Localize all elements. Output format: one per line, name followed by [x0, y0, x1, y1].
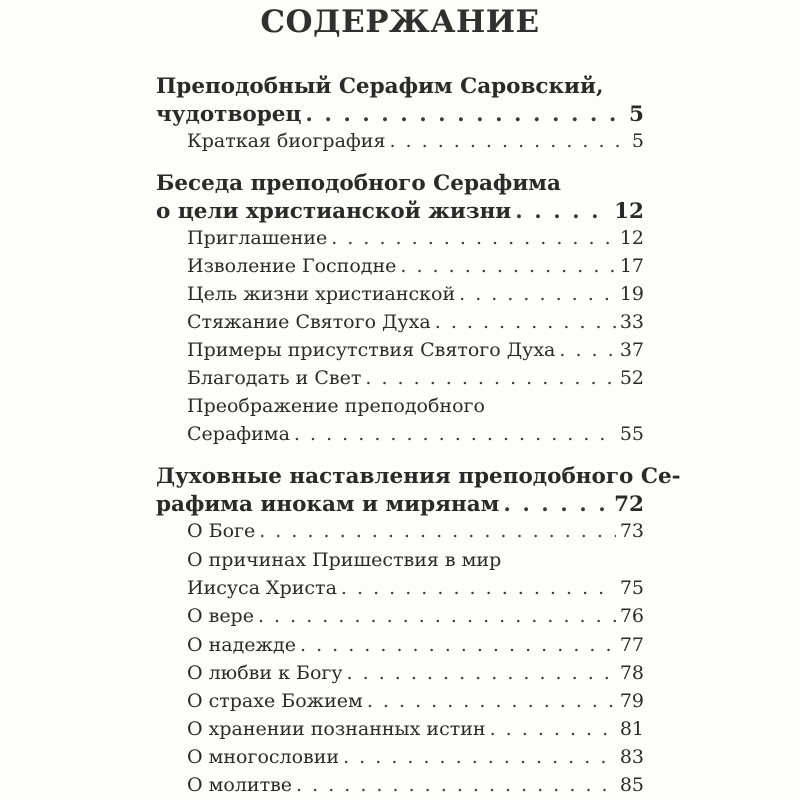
toc-page-number: 5: [631, 130, 644, 152]
toc-section-title-line: рафима инокам и мирянам: [156, 492, 500, 517]
toc-page-number: 78: [619, 662, 644, 684]
toc-item-label: О вере: [187, 605, 254, 627]
toc-page-number: 83: [619, 746, 644, 768]
toc-item[interactable]: [187, 662, 644, 690]
leader-dots: [259, 520, 616, 542]
toc-item[interactable]: [187, 130, 644, 158]
toc-page-number: 81: [619, 718, 644, 740]
toc-item[interactable]: [187, 634, 644, 662]
toc-page-number: 12: [614, 199, 644, 224]
toc-item-label: Благодать и Свет: [187, 367, 362, 389]
toc-section-entry[interactable]: [156, 102, 644, 130]
toc-item[interactable]: [187, 549, 644, 577]
toc-section-entry[interactable]: [156, 492, 644, 520]
toc-item-label: Краткая биография: [187, 130, 386, 152]
toc-page-number: 12: [619, 227, 644, 249]
leader-dots: [365, 367, 615, 389]
toc-section-title-line: Беседа преподобного Серафима: [156, 171, 561, 196]
toc-section-title[interactable]: [156, 464, 681, 492]
toc-section-title-line: Преподобный Серафим Саровский,: [156, 74, 604, 99]
toc-item[interactable]: [187, 395, 644, 423]
toc-item-label: Серафима: [187, 423, 290, 445]
leader-dots: [341, 577, 616, 599]
toc-page-number: 76: [619, 605, 644, 627]
leader-dots: [294, 423, 616, 445]
toc-item-label: Цель жизни христианской: [187, 283, 456, 305]
leader-dots: [389, 130, 627, 152]
leader-dots: [305, 102, 625, 127]
leader-dots: [300, 634, 616, 656]
toc-section-title-line: чудотворец: [156, 102, 302, 127]
toc-page-number: 33: [619, 311, 644, 333]
leader-dots: [435, 311, 616, 333]
leader-dots: [459, 283, 616, 305]
toc-page-number: 5: [629, 102, 644, 127]
toc-item-label: Иисуса Христа: [187, 577, 337, 599]
toc-section-title[interactable]: [156, 171, 644, 199]
toc-section-title-line: Духовные наставления преподобного Се-: [156, 464, 681, 489]
toc-page-number: 75: [619, 577, 644, 599]
leader-dots: [503, 492, 610, 517]
leader-dots: [343, 746, 616, 768]
toc-page-number: 17: [619, 255, 644, 277]
toc-item[interactable]: [187, 690, 644, 718]
toc-item-label: Преображение преподобного: [187, 395, 485, 417]
toc-item[interactable]: [187, 605, 644, 633]
toc-item[interactable]: [187, 311, 644, 339]
toc-item[interactable]: [187, 339, 644, 367]
leader-dots: [559, 339, 615, 361]
toc-item-label: Примеры присутствия Святого Духа: [187, 339, 556, 361]
toc-item[interactable]: [187, 774, 644, 800]
toc-page-number: 37: [619, 339, 644, 361]
toc-item-label: О многословии: [187, 746, 340, 768]
toc-item-label: О молитве: [187, 774, 293, 796]
toc-item-label: О любви к Богу: [187, 662, 343, 684]
toc-item[interactable]: [187, 367, 644, 395]
leader-dots: [296, 774, 616, 796]
toc-page-number: 79: [619, 690, 644, 712]
toc-item[interactable]: [187, 227, 644, 255]
leader-dots: [367, 690, 616, 712]
leader-dots: [347, 662, 616, 684]
toc-item-label: Изволение Господне: [187, 255, 397, 277]
toc-item-label: Стяжание Святого Духа: [187, 311, 431, 333]
page-title: СОДЕРЖАНИЕ: [260, 4, 540, 40]
leader-dots: [490, 718, 616, 740]
toc-item[interactable]: [187, 423, 644, 451]
toc-item-label: О надежде: [187, 634, 296, 656]
leader-dots: [331, 227, 616, 249]
toc-page-number: 73: [619, 520, 644, 542]
toc-item-label: О Боге: [187, 520, 256, 542]
toc-page-number: 77: [619, 634, 644, 656]
toc-page-number: 19: [619, 283, 644, 305]
toc-section-title-line: о цели христианской жизни: [156, 199, 512, 224]
leader-dots: [515, 199, 610, 224]
toc-item[interactable]: [187, 283, 644, 311]
toc-page-number: 72: [614, 492, 644, 517]
leader-dots: [400, 255, 615, 277]
leader-dots: [258, 605, 616, 627]
toc-item-label: О страхе Божием: [187, 690, 363, 712]
toc-page-number: 55: [619, 423, 644, 445]
toc-item-label: Приглашение: [187, 227, 328, 249]
toc-section-title[interactable]: [156, 74, 644, 102]
toc-page-number: 52: [619, 367, 644, 389]
toc-item-label: О хранении познанных истин: [187, 718, 486, 740]
toc-item[interactable]: [187, 746, 644, 774]
toc-section-entry[interactable]: [156, 199, 644, 227]
toc-item[interactable]: [187, 255, 644, 283]
toc-item[interactable]: [187, 577, 644, 605]
toc-item-label: О причинах Пришествия в мир: [187, 549, 502, 571]
toc-item[interactable]: [187, 520, 644, 548]
toc-item[interactable]: [187, 718, 644, 746]
toc-page-number: 85: [619, 774, 644, 796]
